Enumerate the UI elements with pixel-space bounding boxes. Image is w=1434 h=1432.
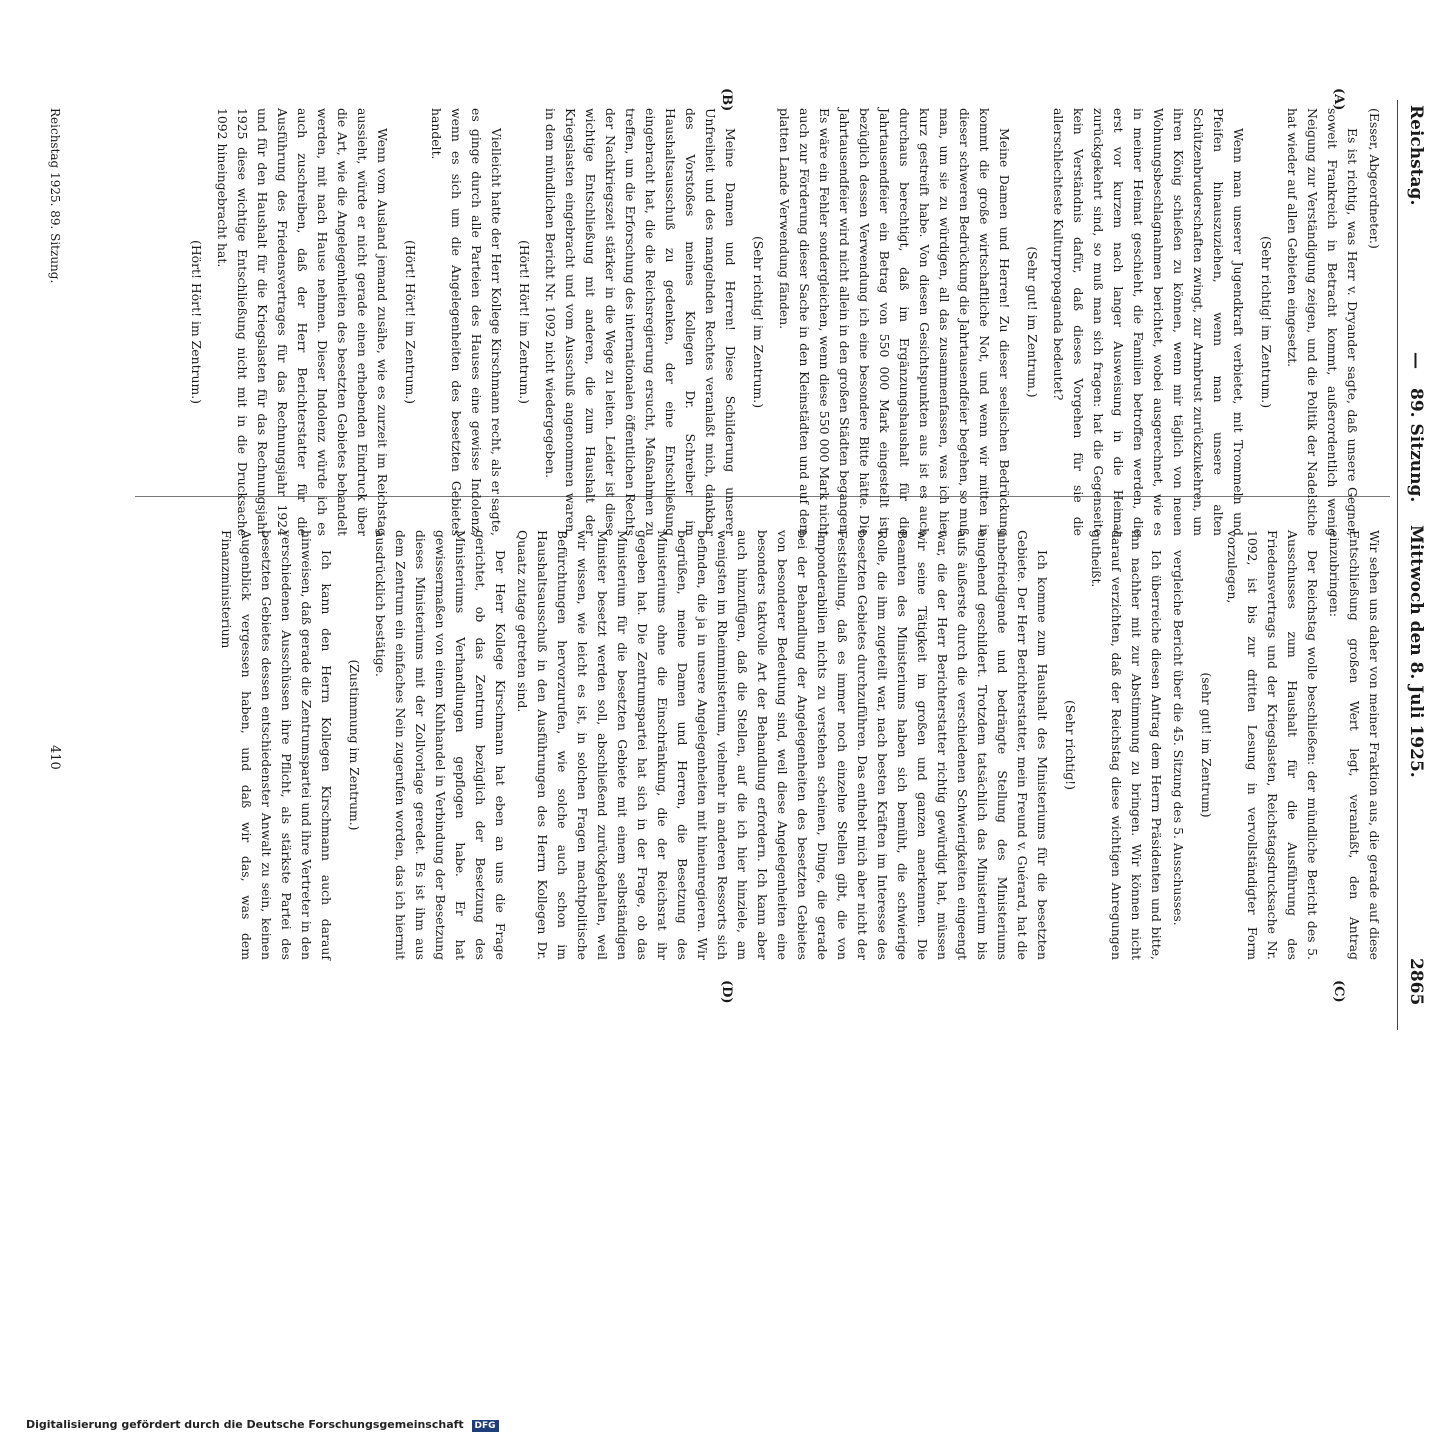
interjection: (Hört! Hört! im Zentrum.) — [403, 240, 418, 404]
paragraph: vergleiche Bericht über die 45. Sitzung des 5. Ausschusses. — [1171, 550, 1186, 926]
paragraph: (Esser, Abgeordneter.) — [1367, 108, 1382, 249]
margin-mark-a: (A) — [1331, 88, 1346, 111]
interjection: (Hört! Hört! im Zentrum.) — [189, 240, 204, 404]
interjection: (Sehr richtig! im Zentrum.) — [751, 235, 766, 409]
header-date: Mittwoch den 8. Juli 1925. — [1406, 525, 1426, 778]
digitization-note — [26, 1418, 499, 1432]
margin-mark-b: (B) — [719, 88, 734, 112]
paragraph: Meine Damen und Herren! Diese Schilderung unserer Unfreiheit und des mangelnden Rechtes veranlaßt mich, dankbar des Vorstoßes meines Kollegen Dr. Schreiber im Haushaltsausschuß zu gedenken, der eine Entschließung eingebracht hat, die die Reichsregierung ersucht, Maßnahmen zu treffen, um die Erforschung des internationalen öffentlichen Rechts der Nachkriegszeit stärker in die Wege zu leiten. Leider ist diese wichtige Entschließung mit anderen, die zum Haushalt der Kriegslasten eingebracht und vom Ausschuß angenommen waren, in dem mündlichen Bericht Nr. 1092 nicht wiedergegeben. — [543, 108, 738, 536]
paragraph: Der Reichstag wolle beschließen: der mündliche Bericht des 5. Ausschusses zum Haushalt für die Ausführung des Friedensvertrags und der Kriegslasten, Reichstagsdrucksache Nr. 1092, ist bis zur dritten Lesung in vervollständigter Form vorzulegen, — [1225, 530, 1320, 960]
left-column — [178, 108, 1384, 536]
header-reichstag: Reichstag. — [1406, 105, 1426, 206]
paragraph: Wenn man unserer Jugendkraft verbietet, mit Trommeln und Pfeifen hinauszuziehen, wenn man unsere alten Schützenbruderschaften zwingt, zur Armbrust zurückzukehren, um ihren König schießen zu können, wenn mir täglich von neuen Wohnungsbeschlagnahmen berichtet, wobei ausgerechnet, wie es in meiner Heimat geschieht, die Familien betroffen werden, die erst vor kurzem nach langer Ausweisung in die Heimat zurückgekehrt sind, so muß man sich fragen: hat die Gegenseite kein Verständnis dafür, daß dieses Vorgehen für sie die allerschlechteste Kulturpropaganda bedeutet? — [1051, 108, 1246, 536]
paragraph: Ich überreiche diesen Antrag dem Herrn Präsidenten und bitte, ihn nachher mit zur Abstimmung zu bringen. Wir können nicht darauf verzichten, daß der Reichstag diese wichtigen Anregungen gutheißt. — [1089, 530, 1164, 960]
paragraph: Der Herr Kollege Kirschmann hat eben an uns die Frage gerichtet, ob das Zentrum bezüglich der Besetzung des Ministeriums Verhandlungen gepflogen habe. Er hat gewissermaßen von einem Kuhhandel in Verbindung der Besetzung dieses Ministeriums mit der Zollvorlage geredet. Es ist ihm aus dem Zentrum ein einfaches Nein zugerufen worden, das ich hiermit ausdrücklich bestätige. — [373, 530, 508, 960]
interjection: (Hört! Hört! im Zentrum.) — [517, 240, 532, 404]
paragraph: Es ist richtig, was Herr v. Dryander sagte, daß unsere Gegner, soweit Frankreich in Betracht kommt, außerordentlich wenig Neigung zur Verständigung zeigen, und die Politik der Nadelstiche hat wieder auf allen Gebieten eingesetzt. — [1285, 108, 1360, 536]
right-column — [214, 530, 1384, 960]
footer-left: Reichstag 1925. 89. Sitzung. — [48, 108, 62, 284]
paragraph: Ich komme zum Haushalt des Ministeriums für die besetzten Gebiete. Der Herr Berichterstatter, mein Freund v. Guérard, hat die unbefriedigende und bedrängte Stellung des Ministeriums eingehend geschildert. Trotzdem tatsächlich das Ministerium bis aufs äußerste durch die verschiedenen Schwierigkeiten eingeengt war, die der Herr Berichterstatter richtig gewürdigt hat, müssen wir seine Tätigkeit im großen und ganzen anerkennen. Die Beamten des Ministeriums haben sich bemüht, die schwierige Rolle, die ihm zugeteilt war, nach besten Kräften im Interesse des besetzten Gebietes durchzuführen. Das enthebt mich aber nicht der Feststellung, daß es immer noch einzelne Stellen gibt, die von Imponderabilien nichts zu verstehen scheinen, Dinge, die gerade bei der Behandlung der Angelegenheiten des besetzten Gebietes von besonderer Bedeutung sind, weil diese Angelegenheiten eine besonders taktvolle Art der Behandlung erfordern. Ich kann aber auch hinzufügen, daß die Stellen, auf die ich hier hinziele, am wenigsten im Rheinministerium, vielmehr in anderen Ressorts sich befinden, die ja in unsere Angelegenheiten mit hineinregieren. Wir begrüßen, meine Damen und Herren, die Besetzung des Ministeriums ohne die Einschränkung, die der Reichsrat ihr gegeben hat. Die Zentrumspartei hat sich in der Frage, ob das Ministerium für die besetzten Gebiete mit einem selbständigen Minister besetzt werden soll, abschließend zurückgehalten, weil wir wissen, wie leicht es ist, in solchen Fragen machtpolitische Befürchtungen hervorzurufen, wie solche auch schon im Haushaltsausschuß in den Ausführungen des Herrn Kollegen Dr. Quaatz zutage getreten sind. — [515, 530, 1050, 960]
paragraph: Vielleicht hatte der Herr Kollege Kirschmann recht, als er sagte, es ginge durch alle Parteien des Hauses eine gewisse Indolenz, wenn es sich um die Angelegenheiten des besetzten Gebietes handelt. — [429, 108, 504, 536]
digitization-text: Digitalisierung gefördert durch die Deutsche Forschungsgemeinschaft — [26, 1418, 464, 1431]
header-session: 89. Sitzung. — [1406, 388, 1426, 503]
paragraph: Ich kann den Herrn Kollegen Kirschmann auch darauf hinweisen, daß gerade die Zentrumspartei und ihre Vertreter in den verschiedenen Ausschüssen ihre Pflicht, als stärkste Partei des besetzten Gebietes dessen entschiedenster Anwalt zu sein, keinen Augenblick vergessen haben, und daß wir das, was dem Finanzministerium — [219, 530, 334, 960]
interjection: (Sehr richtig!) — [1063, 700, 1078, 790]
header-separator: — — [1406, 352, 1426, 369]
margin-mark-d: (D) — [719, 980, 734, 1004]
dfg-logo: DFG — [472, 1420, 499, 1432]
paragraph: Meine Damen und Herren! Zu dieser seelischen Bedrückung kommt die große wirtschaftliche Not, und wenn wir mitten in dieser schweren Bedrückung die Jahrtausendfeier begehen, so muß man, um sie zu würdigen, all das zusammenfassen, was ich hier kurz gestreift habe. Von diesen Gesichtspunkten aus ist es auch durchaus berechtigt, daß im Ergänzungshaushalt für die Jahrtausendfeier ein Betrag von 550 000 Mark eingestellt ist, bezüglich dessen Verwendung ich eine besondere Bitte hätte. Die Jahrtausendfeier wird nicht allein in den großen Städten begangen. Es wäre ein Fehler sondergleichen, wenn diese 550 000 Mark nicht auch zur Förderung dieser Sache in den Kleinstädten und auf dem platten Lande Verwendung fänden. — [777, 108, 1012, 536]
interjection: (Sehr richtig! im Zentrum.) — [1259, 235, 1274, 409]
interjection: (Zustimmung im Zentrum.) — [347, 659, 362, 831]
page-number: 2865 — [1406, 958, 1426, 1006]
header-rule — [1397, 100, 1398, 1030]
footer-right: 410 — [47, 745, 62, 770]
margin-mark-c: (C) — [1331, 980, 1346, 1003]
paragraph: Wir sehen uns daher von meiner Fraktion aus, die gerade auf diese Entschließung großen Wert legt, veranlaßt, den Antrag einzubringen: — [1327, 530, 1382, 960]
interjection: (Sehr gut! im Zentrum.) — [1025, 246, 1040, 398]
interjection: (sehr gut! im Zentrum) — [1199, 672, 1214, 818]
paragraph: Wenn vom Ausland jemand zusähe, wie es zurzeit im Reichstag aussieht, würde er nicht gerade einen erhebenden Eindruck über die Art, wie die Angelegenheiten des besetzten Gebietes behandelt werden, mit nach Hause nehmen. Dieser Indolenz würde ich es auch zuschreiben, daß der Herr Berichterstatter für die Ausführung des Friedensvertrages für das Rechnungsjahr 1924 und für den Haushalt für die Kriegslasten für das Rechnungsjahr 1925 diese wichtige Entschließung nicht mit in die Drucksache 1092 hineingebracht hat. — [215, 108, 390, 536]
